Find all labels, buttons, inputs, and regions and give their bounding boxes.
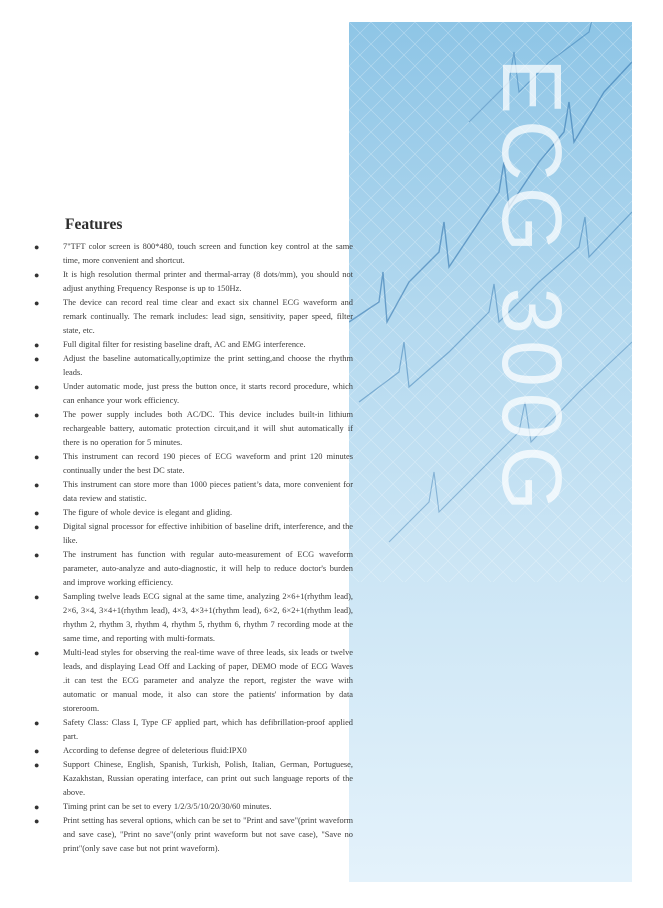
bullet-icon: ● xyxy=(34,760,40,770)
feature-text: The instrument has function with regular auto-measurement of ECG waveform parameter, auto-analyze and auto-diagnostic, it will help to reduce doctor's burden and improve working efficiency. xyxy=(63,550,353,587)
bullet-icon: ● xyxy=(34,802,40,812)
feature-item xyxy=(31,268,353,296)
feature-text: Safety Class: Class I, Type CF applied part, which has defibrillation-proof applied part. xyxy=(63,718,353,741)
bullet-icon: ● xyxy=(34,340,40,350)
feature-item xyxy=(31,408,353,450)
feature-text: 7"TFT color screen is 800*480, touch screen and function key control at the same time, more convenient and shortcut. xyxy=(63,242,353,265)
feature-item xyxy=(31,590,353,646)
feature-text: The figure of whole device is elegant and gliding. xyxy=(63,508,233,517)
feature-text: The power supply includes both AC/DC. This device includes built-in lithium rechargeable battery, automatic protection circuit,and it will shut automatically if there is no operation for 5 minutes. xyxy=(63,410,353,447)
feature-item xyxy=(31,646,353,716)
feature-item xyxy=(31,506,353,520)
bullet-icon: ● xyxy=(34,522,40,532)
bullet-icon: ● xyxy=(34,550,40,560)
feature-text: Timing print can be set to every 1/2/3/5/10/20/30/60 minutes. xyxy=(63,802,272,811)
features-heading: Features xyxy=(65,216,123,233)
feature-item xyxy=(31,380,353,408)
bullet-icon: ● xyxy=(34,816,40,826)
feature-text: Adjust the baseline automatically,optimize the print setting,and choose the rhythm leads. xyxy=(63,354,353,377)
feature-text: This instrument can record 190 pieces of ECG waveform and print 120 minutes continually under the best DC state. xyxy=(63,452,353,475)
feature-text: Support Chinese, English, Spanish, Turkish, Polish, Italian, German, Portuguese, Kazakhstan, Russian operating interface, can print out such language reports of the above. xyxy=(63,760,353,797)
feature-text: According to defense degree of deleterious fluid:IPX0 xyxy=(63,746,247,755)
feature-text: Print setting has several options, which can be set to "Print and save"(print waveform and save case), "Print no save"(only print waveform but not save case), "Save no print"(only save case but not print waveform). xyxy=(63,816,353,853)
feature-item xyxy=(31,338,353,352)
feature-item xyxy=(31,800,353,814)
feature-item xyxy=(31,744,353,758)
bullet-icon: ● xyxy=(34,648,40,658)
bullet-icon: ● xyxy=(34,718,40,728)
feature-item xyxy=(31,814,353,856)
bullet-icon: ● xyxy=(34,480,40,490)
feature-text: Full digital filter for resisting baseline draft, AC and EMG interference. xyxy=(63,340,306,349)
feature-item xyxy=(31,758,353,800)
feature-item xyxy=(31,352,353,380)
feature-text: The device can record real time clear and exact six channel ECG waveform and remark continually. The remark includes: lead sign, sensitivity, paper speed, filter state, etc. xyxy=(63,298,353,335)
bullet-icon: ● xyxy=(34,354,40,364)
feature-item xyxy=(31,478,353,506)
feature-text: It is high resolution thermal printer and thermal-array (8 dots/mm), you should not adjust anything Frequency Response is up to 150Hz. xyxy=(63,270,353,293)
bullet-icon: ● xyxy=(34,298,40,308)
bullet-icon: ● xyxy=(34,410,40,420)
feature-text: Sampling twelve leads ECG signal at the same time, analyzing 2×6+1(rhythm lead), 2×6, 3×4, 3×4+1(rhythm lead), 4×3, 4×3+1(rhythm lead), 6×2, 6×2+1(rhythm lead), rhythm 2, rhythm 3, rhythm 4, rhythm 5, rhythm 6, rhythm 7 recording mode at the same time, and reporting with multi-formats. xyxy=(63,592,353,643)
feature-item xyxy=(31,520,353,548)
feature-item xyxy=(31,716,353,744)
feature-text: This instrument can store more than 1000 pieces patient’s data, more convenient for data review and statistic. xyxy=(63,480,353,503)
features-list xyxy=(31,240,353,856)
feature-text: Digital signal processor for effective inhibition of baseline drift, interference, and the like. xyxy=(63,522,353,545)
feature-item xyxy=(31,240,353,268)
bullet-icon: ● xyxy=(34,242,40,252)
feature-text: Multi-lead styles for observing the real-time wave of three leads, six leads or twelve leads, and displaying Lead Off and Lacking of paper, DEMO mode of ECG Waves .it can test the ECG parameter and analyze the report, register the wave with automatic or manual mode, it also can store the patients' information by data storeroom. xyxy=(63,648,353,713)
bullet-icon: ● xyxy=(34,270,40,280)
bullet-icon: ● xyxy=(34,452,40,462)
product-side-title: ECG 300G xyxy=(485,58,579,517)
bullet-icon: ● xyxy=(34,592,40,602)
feature-item xyxy=(31,296,353,338)
features-section xyxy=(31,216,353,856)
feature-item xyxy=(31,450,353,478)
bullet-icon: ● xyxy=(34,508,40,518)
feature-text: Under automatic mode, just press the button once, it starts record procedure, which can enhance your work efficiency. xyxy=(63,382,353,405)
bullet-icon: ● xyxy=(34,382,40,392)
bullet-icon: ● xyxy=(34,746,40,756)
feature-item xyxy=(31,548,353,590)
